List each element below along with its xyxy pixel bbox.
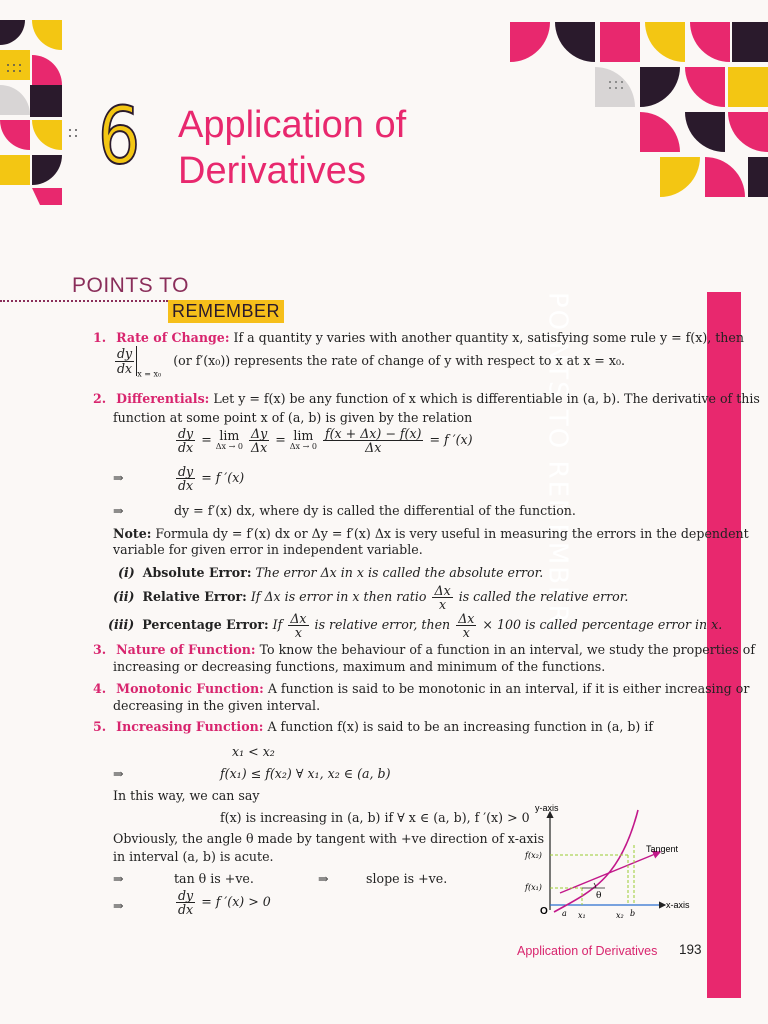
derivative-equation: $\frac{dy}{dx}$ = f ′(x): [178, 464, 245, 494]
note-line1: Note: Formula dy = f′(x) dx or Δy = f′(x) Δx is very useful in measuring the errors in the dependent: [113, 526, 749, 541]
item5-condition1: x₁ < x₂: [232, 744, 275, 759]
differential-equation: dy = f′(x) dx, where dy is called the differential of the function.: [174, 503, 576, 518]
item5-say: In this way, we can say: [113, 788, 260, 803]
item1-line1: 1. Rate of Change: If a quantity y varies with another quantity x, satisfying some rule y = f(x), then: [93, 330, 744, 345]
arrow-5: ⇒: [318, 871, 329, 886]
arrow-2: ⇒: [113, 503, 124, 518]
item5-say-equation: f(x) is increasing in (a, b) if ∀ x ∈ (a, b), f ′(x) > 0: [220, 810, 530, 825]
points-heading-line1: POINTS TO: [72, 274, 189, 297]
graph-tangent-label: Tangent: [646, 844, 679, 854]
arrow-1: ⇒: [113, 470, 124, 485]
item4-line1: 4. Monotonic Function: A function is said to be monotonic in an interval, if it is either increasing or: [93, 681, 750, 696]
derivative-limit-equation: $\frac{dy}{dx}$ = lim Δx → 0 $\frac{\Delta y}{\Delta x}$ = lim Δx → 0 $\frac{f(x + \Delta x) - f(x)}{\Delta x}$ = f ′(x): [178, 426, 473, 456]
arrow-4: ⇒: [113, 871, 124, 886]
item5-obviously-line2: in interval (a, b) is acute.: [113, 849, 274, 864]
arrow-6: ⇒: [113, 898, 124, 913]
item3-line1: 3. Nature of Function: To know the behaviour of a function in an interval, we study the properties of: [93, 642, 756, 657]
percentage-error: (iii) Percentage Error: If $\frac{\Delta x}{x}$ is relative error, then $\frac{\Delta x}{x}$ × 100 is called percentage error in x.: [108, 611, 723, 641]
side-banner: POINTS TO REMEMBER: [707, 292, 741, 998]
graph-y-axis-label: y-axis: [535, 803, 559, 813]
increasing-function-graph: [520, 800, 705, 925]
item5-line1: 5. Increasing Function: A function f(x) is said to be an increasing function in (a, b) if: [93, 719, 654, 734]
item5-condition2: f(x₁) ≤ f(x₂) ∀ x₁, x₂ ∈ (a, b): [220, 766, 391, 781]
item2-line1: 2. Differentials: Let y = f(x) be any function of x which is differentiable in (a, b). The derivative of this: [93, 391, 760, 406]
item5-slope: slope is +ve.: [366, 871, 448, 886]
graph-fx2-label: f(x₂): [525, 851, 542, 860]
relative-error: (ii) Relative Error: If Δx is error in x then ratio $\frac{\Delta x}{x}$ is called the relative error.: [113, 583, 629, 613]
header-decoration-right: [500, 22, 768, 204]
footer-label: Application of Derivatives: [517, 944, 658, 958]
item2-line2: function at some point x of (a, b) is given by the relation: [113, 410, 473, 425]
chapter-title-line2: Derivatives: [178, 150, 366, 192]
heading-dotted-rule: [0, 300, 168, 302]
item5-final-equation: $\frac{dy}{dx}$ = f ′(x) > 0: [178, 888, 271, 918]
note-line2: variable for given error in independent variable.: [113, 542, 423, 557]
graph-a-label: a: [562, 909, 567, 918]
chapter-title-line1: Application of: [178, 104, 407, 146]
item3-line2: increasing or decreasing functions, maximum and minimum of the functions.: [113, 659, 606, 674]
absolute-error: (i) Absolute Error: The error Δx in x is called the absolute error.: [118, 565, 544, 580]
graph-x-axis-label: x-axis: [666, 900, 690, 910]
graph-x2-label: x₂: [616, 911, 624, 920]
graph-tangent-line: [560, 852, 660, 893]
item5-tan: tan θ is +ve.: [174, 871, 254, 886]
item5-obviously-line1: Obviously, the angle θ made by tangent with +ve direction of x-axis: [113, 831, 545, 846]
graph-origin-label: O: [540, 906, 548, 917]
item1-line2: $\frac{dy}{dx}$ $_{x = x_0}$ (or f′(x₀)) represents the rate of change of y with respect to x at x = x₀.: [117, 346, 626, 379]
graph-theta-label: θ: [596, 891, 602, 901]
chapter-number: 6: [98, 92, 141, 182]
points-heading-line2: REMEMBER: [168, 300, 284, 323]
graph-b-label: b: [630, 909, 636, 918]
header-decoration-left: [0, 20, 90, 205]
graph-x1-label: x₁: [578, 911, 586, 920]
page-number: 193: [679, 942, 702, 957]
arrow-3: ⇒: [113, 766, 124, 781]
graph-fx1-label: f(x₁): [525, 883, 542, 892]
item4-line2: decreasing in the given interval.: [113, 698, 321, 713]
